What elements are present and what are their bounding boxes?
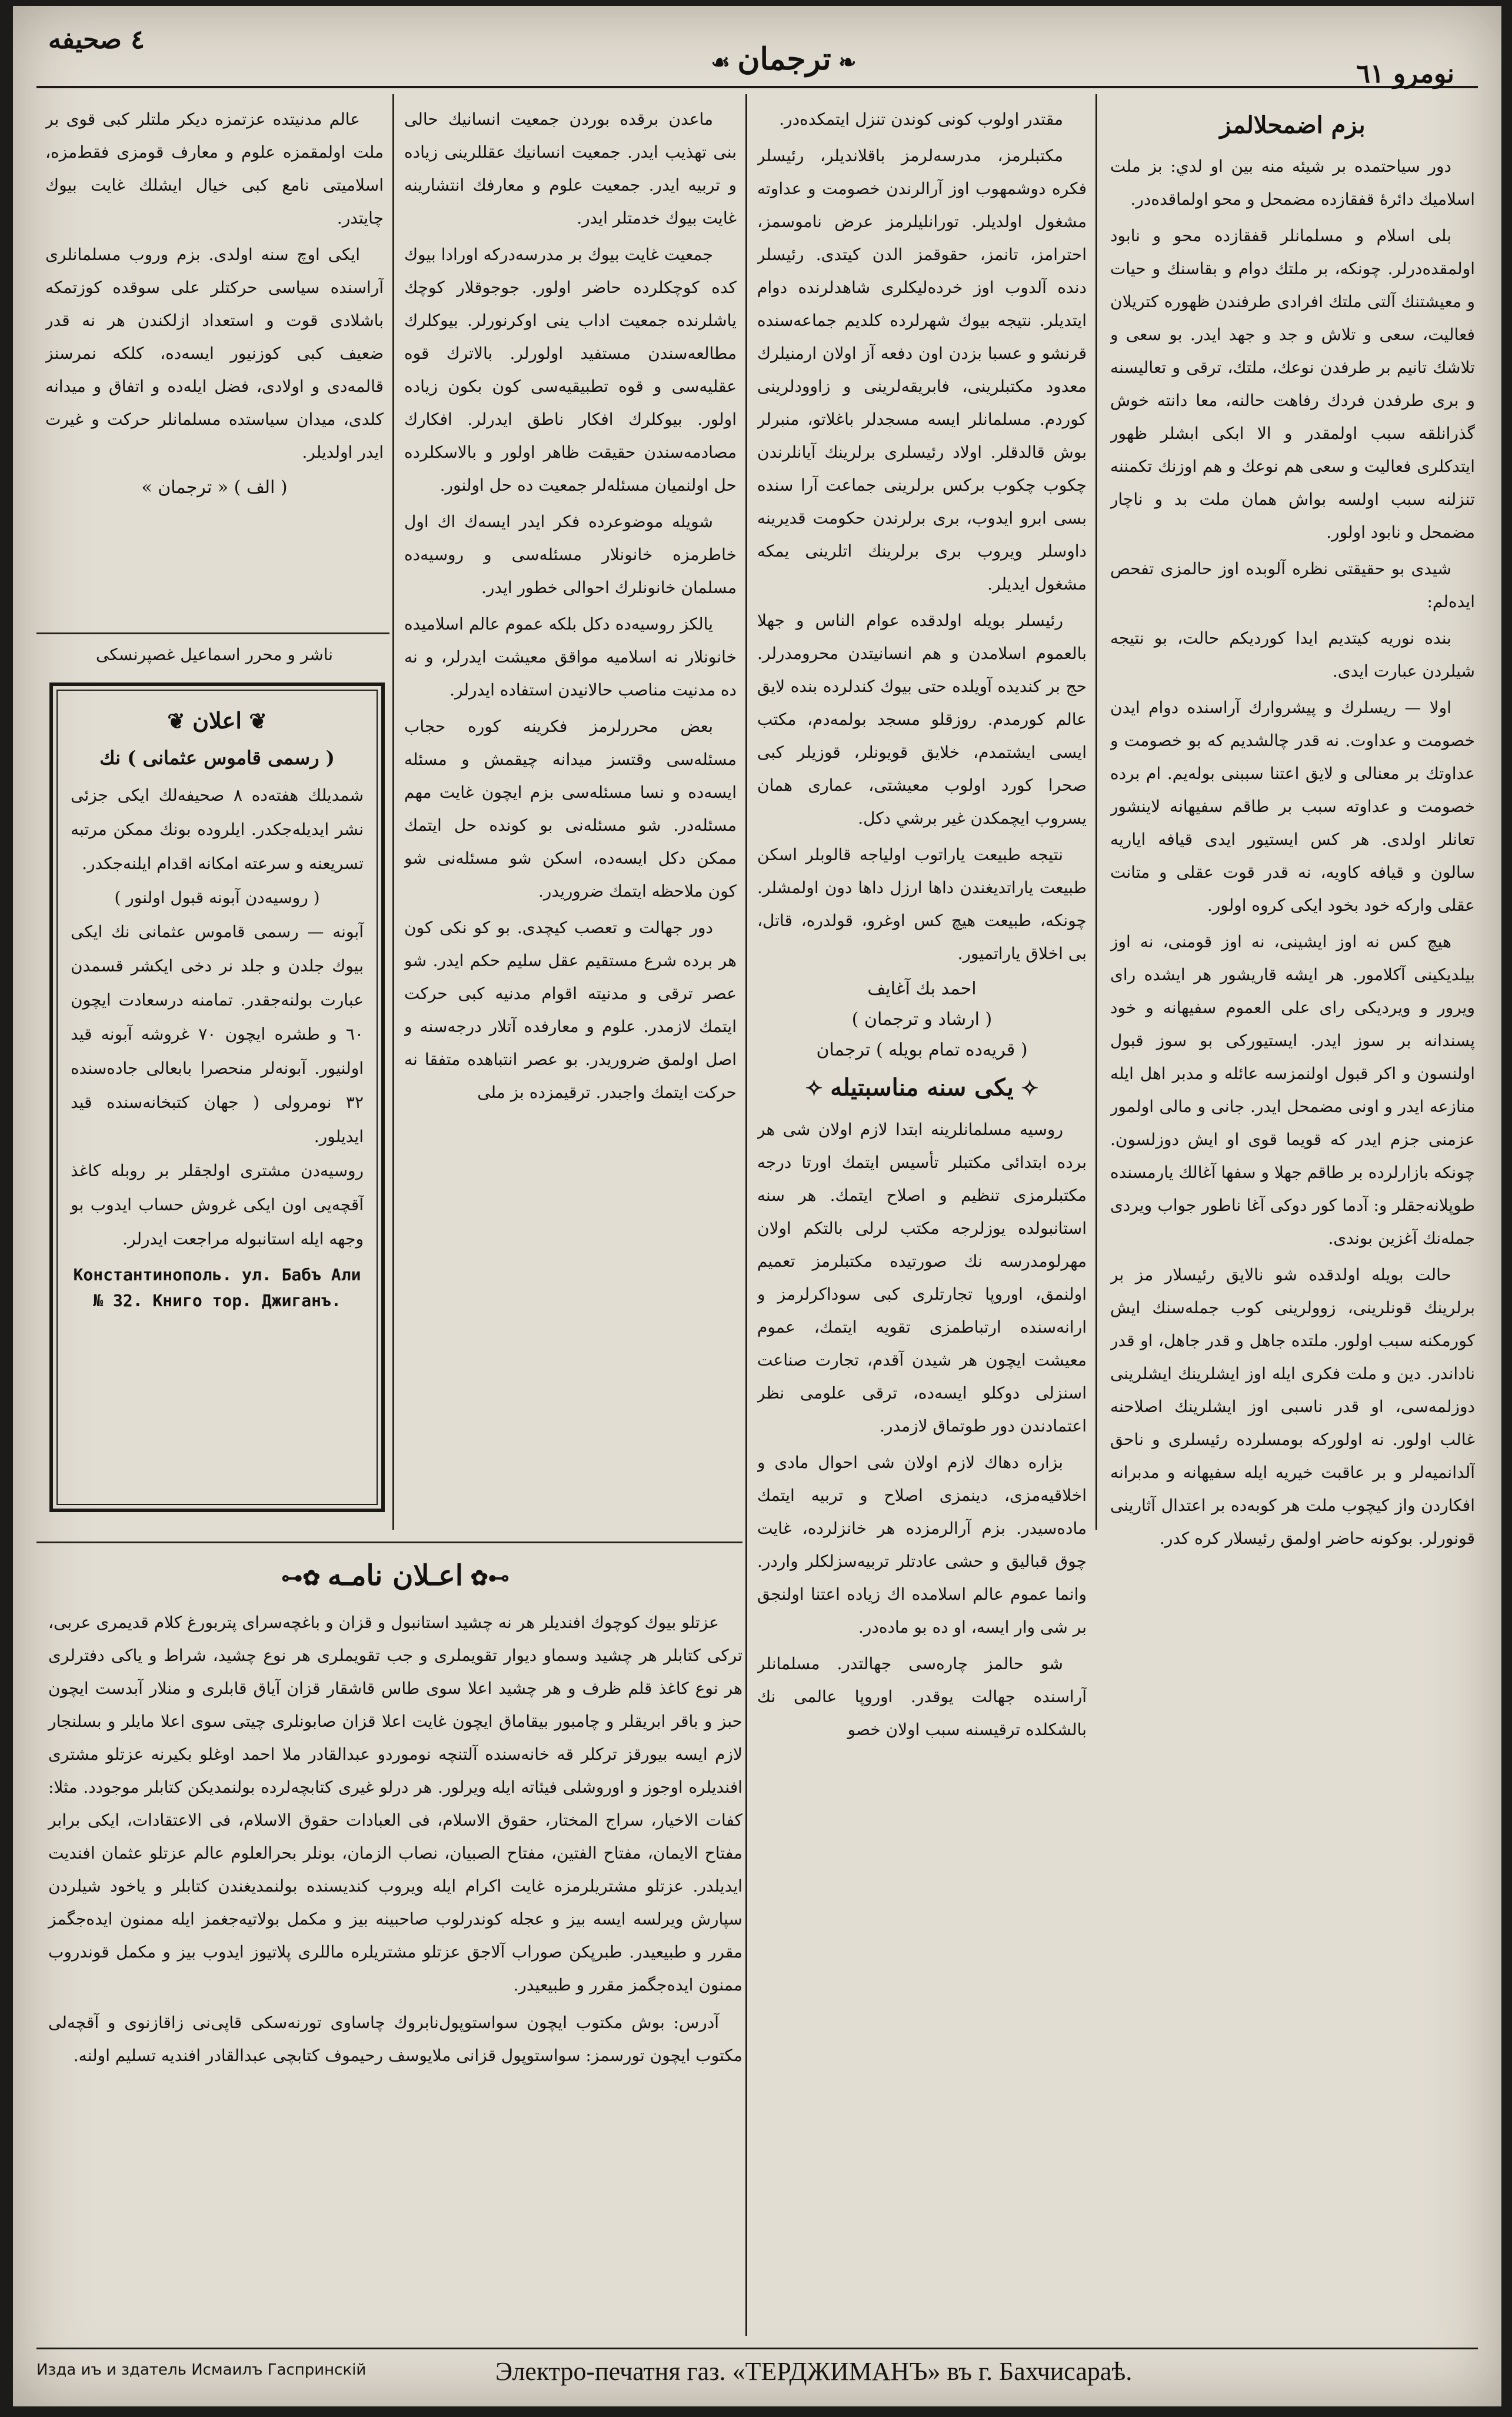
- issue-number: نومرو ٦١: [1356, 59, 1454, 89]
- article-title: بزم اضمحلالمز: [1220, 111, 1366, 139]
- ornament-icon: ❦: [167, 709, 193, 734]
- signature-note: ( قريه‌ده تمام بويله ) ترجمان: [816, 1040, 1028, 1060]
- article-paragraph: شويله موضوعرده فكر ايدر ايسه‌ك اك اول خاطرمزه خانونلار مسئله‌سى و روسيه‌ده مسلمان خانونلرك احوالى خطور ايدر.: [404, 512, 737, 597]
- article-paragraph: بلى اسلام و مسلمانلر قفقازده محو و نابود اولمقده‌درلر. چونكه، بر ملتك دوام و بقاسنك و حيات و معيشتنك آلتى ملتك افرادى طرفندن ظهوره كتريلان فعاليت، سعى و تلاش و جد و جهد ايدر. بو سعى و تلاشك تانيم بر طرفدن نوعك، ملتك، ترقى و تعاليسنه و برى طرفدن فردك رفاهت حالنه، معا دانته خوش گذرانلقه سبب اولمقدر و الا ابكى ابشلر ظهور ايتدكلرى فعاليت و سعى هم نوعك و هم اوزنك تكمننه تنزلنه سبب اولسه بواش همان ملت بد و ناچار مضمحل و نابود اولور.: [1110, 226, 1475, 542]
- article-column-4: [45, 103, 384, 627]
- ornament-icon: ✧: [805, 1076, 831, 1101]
- ad-address: Константинополь. ул. Бабъ Али № 32. Книго тор. Джиганъ.: [73, 1265, 361, 1310]
- column-rule: [1095, 94, 1097, 1530]
- ornament-icon: ❧: [831, 50, 857, 75]
- ornament-icon: ❦: [241, 709, 267, 734]
- article-paragraph: ايكى اوچ سنه اولدى. بزم وروب مسلمانلرى آراسنده سياسى حركتلر على سوقده كوزتمكه باشلادى قوت و استعداد ازلكندن هر نه قدر ضعيف كبى كوزنيور ايسه‌ده، كلكه نمرسنز قالمه‌دى و اولادى، فضل ايله‌ده و اتفاق و ميدانه كلدى، ميدان سياستده مسلمانلر حركت و غيرت ايدر اولديلر.: [45, 245, 384, 462]
- notice-paragraph: عزتلو بيوك كوچوك افنديلر هر نه چشيد استانبول و قزان و باغچه‌سراى پتربورغ كلام قديمرى عربى، تركى كتابلر هر چشيد وسماو ديوار تقويملرى و جب تقويملرى هر نوع چشيد، شراط و ياكى دفترلرى هر نوع كاغذ قلم ظرف و هر چشيد اعلا سوى طاس قاشقار قزان آياق قابلرى و منلار آبدست ايچون حبز و باقر ابريقلر و چامبور بيقاماق ايچون غايت اعلا قزان صابونلرى چيتى سوى اعلا مايلر و بسلنجار لازم ايسه بيورقز تركلر قه خانه‌سنده آلتنچه نوموردو عبدالقادر ملا احمد اوغلو بكيرنه عزتلو مشترى افنديلره اوجوز و اوروشلى فيئاته ايله ويرلور. هر درلو غيرى كتابچه‌لرده بولنمديكن كتابلر موجودد. مثلا: كفات الاخيار، سراج المختار، حقوق الاسلام، فى العبادات حقوق الاسلام، فى الاعتقادات، ايكى برابر مفتاح الايمان، مفتاح الفتين، مفتاح الصبيان، نصاب الزمان، بونلر بحرالعلوم عالم عزتلو عثمان افنديت ايديلدر. عزتلو مشتريلرمزه غايت اكرام ايله ويروب كنديسنده بولنمديغندن كتابلر و ياخود شيلردن سپارش ويرلسه ايسه بيز و عجله كوندرلوب صاحبينه بيز و مكمل بولاتيه‌جغمز ايله ممنون ايده‌جگمز مقرر و طبيعيدر. طبرپكن صوراب آلاجق عزتلو مشتريلره ماللرى پلاتيوز ايدوب بيز و مكمل قوندروب ممنون ايده‌جگمز مقرر و طبيعيدر.: [48, 1613, 742, 1995]
- notice-section: [48, 1559, 742, 2324]
- column-rule: [392, 94, 394, 1530]
- masthead-text: ترجمان: [737, 41, 831, 77]
- article-column-1: [1110, 103, 1475, 2339]
- article-paragraph: مقتدر اولوب كونى كوندن تنزل ايتمكده‌در.: [779, 109, 1063, 129]
- article-paragraph: دور سياحتمده بر شيئه منه بين او لدي: بز ملت اسلاميك دائرهٔ قفقازده مضمحل و محو اولماقده‌در.: [1110, 157, 1475, 209]
- section-rule: [36, 1542, 742, 1543]
- signature-note: ( ارشاد و ترجمان ): [851, 1009, 993, 1030]
- ad-subtitle: ( رسمى قاموس عثمانى ) نك: [99, 747, 335, 769]
- article-paragraph: روسيه مسلمانلرينه ابتدا لازم اولان شى هر برده ابتدائى مكتبلر تأسيس ايتمك اورتا درجه مكتبلرمزى تنظيم و اصلاح ايتمك. هر سنه استانبولده يوزلرجه مكتب لرلى بالتكم اولان مهرلومدرسه نك صورتيده مكتبلرمز تعميم اولنمق، اوروپا تجارتلرى كبى سوداكرلرمز و ارانه‌سنده ارتباطمزى تقويه ايتمك، عموم معيشت ايچون هر شيدن آقدم، تجارت صناعت اسنزلى دوكلو ايسه‌ده، ترقى علومى نظر اعتمادندن دور طوتماق لازمدر.: [757, 1120, 1087, 1436]
- page-number: ٤ صحيفه: [48, 25, 145, 55]
- section-title-text: يكى سنه مناسبتيله: [830, 1074, 1014, 1101]
- article-paragraph: دور جهالت و تعصب كيچدى. بو كو نكى كون هر برده شرع مستقيم عقل سليم حكم ايدر. شو عصر ترقى و مدنيته اقوام مدنيه كبى حركت ايتمك لازمدر. علوم و معارفده آتلار درجه‌سنه و اصل اولمق ضروريدر. بو عصر انتباهده متفقا نه حركت ايتمك واجبدر. ترقيمزده بز ملى: [404, 918, 737, 1102]
- article-paragraph: يالكز روسيه‌ده دكل بلكه عموم عالم اسلاميده خانونلار نه اسلاميه مواقق معيشت ايدرلر، و نه ده مدنيت مناصب حالانيدن استفاده ايدرلر.: [404, 614, 737, 700]
- ad-text: روسيه‌دن مشترى اولجقلر بر روبله كاغذ آقچه‌يى اون ايكى غروش حساب ايدوب بو وجهه ايله استانبوله مراجعت ايدرلر.: [71, 1161, 364, 1249]
- ornament-icon: ✿⊷: [281, 1566, 328, 1590]
- article-paragraph: جمعيت غايت بيوك بر مدرسه‌دركه اورادا بيوك كده كوچكلرده حاضر اولور. جوجوقلار كوچك ياشلرنده جمعيت اداب ينى اوكرنورلر. بيوكلرك مطالعه‌سندن مستفيد اولورلر. بالاترك قوه عقليه‌سى و قوه تطبيقيه‌سى كون بكون زياده اولور. بيوكلرك افكار ناطق ايدرلر. افكارك مصادمه‌سندن حقيقت ظاهر اولور و بالاسكلرده حل اولنميان مسئله‌لر جمعيت ده حل اولنور.: [404, 245, 737, 495]
- ornament-icon: ✧: [1013, 1076, 1039, 1101]
- article-paragraph: مكتبلرمز، مدرسه‌لرمز باقلانديلر، رئيسلر فكره دوشمهوب اوز آرالرندن خصومت و عداوته مشغول اولديلر. تورانليلرمز عرض ناموسمز، احترامز، تانمز، حقوقمز الدن كيتدى. رئيسلر دنده آلدوب اوز خرده‌ليكلرى شاهدلرنده دوام ايتديلر. نتيجه بيوك شهرلرده كلديم جماعه‌سنده قرنشو و عسبا بزدن اون دفعه آز اولان ارمنيلرك معدود مكتبلرينى، فابريقه‌لرينى و زاوودلرينى كوردم. مسلمانلر ايسه مسجدلر باغلاتو، منبرلر بوش قالدقلر. اولاد رئيسلرى برلرينك آيانلرندن چكوب چكوب بركس برلرينى جماعت آرا سنده بسى ابرو ايدوب، برى برلرندن حكومت قديرينه داوسلر ويروب برى برلرينك اتلرينى يمكه مشغول ايديلر.: [757, 146, 1087, 594]
- publisher-line: Изда иъ и здатель Исмаилъ Гаспринскій: [36, 2361, 367, 2379]
- ad-title: [71, 704, 364, 738]
- article-paragraph: هيچ كس نه اوز ايشينى، نه اوز قومنى، نه اوز بيلديكينى آكلامور. هر ايشه قاريشور هر ايشده راى ويرور و ويرديكى راى على العموم سفيهانه و خود پسندانه بر سوز ايدر. ايستيوركى بو سوز قبول اولنسون و اكر قبول اولنمزسه عائله و مدبر اهل ايله منازعه ايدر و اونى مضمحل ايدر. جانى و مالى اولمور عزمنى جزم ايدر كه قويما قوى او ايش دوزلسون. چونكه بازارلرده بر طاقم جهلا و سفها آغالك يارمسنده طوپلانه‌جقلر و: آدما كور دوكى آغا ناطور جواب ويردى جمله‌نك آغزين بوندى.: [1110, 932, 1475, 1248]
- ad-title-text: اعلان: [192, 707, 242, 734]
- article-paragraph: رئيسلر بويله اولدقده عوام الناس و جهلا بالعموم اسلامدن و هم انسانيتدن محرومدرلر. حج بر كنديده آويلده حتى بيوك كندلرده بنده لايق عالم كورمدم. روزقلو مسجد بولمه‌دم، مكتب ايسى ايشتمدم، خلايق قويونلر، قوزيلر كبى صحرا كورد اولوب معيشتى، عمارى همان يسروب ايچمكدن غير برشي دكل.: [757, 611, 1087, 828]
- column-rule: [745, 94, 747, 2336]
- ornament-icon: ⊶✿: [463, 1566, 509, 1590]
- article-paragraph: شيدى بو حقيقتى نظره آلوبده اوز حالمزى تفحص ايده‌لم:: [1110, 559, 1475, 611]
- notice-title-text: اعـلان نامـه: [327, 1559, 464, 1592]
- section-title: [757, 1070, 1087, 1106]
- article-paragraph: نتيجه طبيعت ياراتوب اولياجه قالوبلر اسكن طبيعت ياراتديغندن داها ارزل داها دون اولمشلر. چونكه، طبيعت هيچ كس اوغرو، قولدره، قاتل، بى اخلاق ياراتميور.: [757, 845, 1087, 963]
- author-signature: ( الف ) « ترجمان »: [141, 477, 288, 498]
- newspaper-page: [13, 6, 1501, 2406]
- ad-text: شمديلك هفته‌ده ٨ صحيفه‌لك ايكى جزئى نشر ايديله‌جكدر. ايلروده بونك ممكن مرتبه تسريعنه و سرعته امكانه اقدام ايلنه‌جكدر.: [71, 785, 364, 873]
- press-line: Электро-печатня газ. «ТЕРДЖИМАНЪ» въ г. Бахчисараѣ.: [495, 2357, 1133, 2386]
- article-paragraph: حالت بويله اولدقده شو نالايق رئيسلار مز بر برلرينك قونلرينى، زوولرينى كوب جمله‌سنك ايش كورمكنه سبب اولور. ملتده جاهل و قدر جاهل، او قدر ناداندر. دين و ملت فكرى ايله اوز ايشلرينك ايشلرينى دوزلمه‌سى، او قدر ناسبى اوز ايشلرينك اصلاحنه غالب اولور. نه اولوركه بومسلرده رئيسلرى و ناحق آلدانميه‌لر و بر عاقبت خيريه ايله سفيهانه و مدبرانه افكاردن واز كيچوب ملت هر كوبه‌ده بر اعتدال آثارينى قونورلر. بوكونه حاضر اولمق رئيسلار كره كدر.: [1110, 1265, 1475, 1548]
- ornament-icon: ☙: [711, 50, 738, 75]
- page-header: [36, 18, 1478, 88]
- section-rule: [36, 632, 389, 634]
- article-paragraph: ماعدن برقده بوردن جمعيت انسانيك حالى بنى تهذيب ايدر. جمعيت انسانيك عقللرينى زياده و تربيه ايدر. جمعيت علوم و معارفك انتشارينه غايت بيوك خدمتلر ايدر.: [404, 109, 737, 228]
- author-signature: احمد بك آغايف: [867, 978, 977, 999]
- article-column-3: [404, 103, 737, 1527]
- page-footer: [36, 2348, 1478, 2395]
- ad-text: ( روسيه‌دن آبونه قبول اولنور ): [114, 888, 320, 907]
- article-paragraph: بزاره دهاك لازم اولان شى احوال مادى و اخلاقيه‌مزى، دينمزى اصلاح و تربيه ايتمك ماده‌سيدر. بزم آرالرمزده هر خانزلرده، غايت چوق قباليق و حشى عادتلر تربيه‌سزلكلر واردر. وانما عموم عالم اسلامده اك زياده اعتنا اولنجق بر شى وار ايسه، او ده بو ماده‌در.: [757, 1453, 1087, 1637]
- article-column-2: [757, 103, 1087, 2339]
- article-paragraph: عالم مدنيتده عزتمزه دیکر ملتلر کبی قوى بر ملت اولمقمزه علوم و معارف قومزى فقط‌مزه، اسلاميتى نامع كبى خيال ايشلك غايت بيوك چايتدر.: [45, 109, 384, 228]
- article-paragraph: بنده نوريه كيتديم ايدا كورديكم حالت، بو نتيجه شيلردن عبارت ايدى.: [1110, 628, 1475, 681]
- editor-line: ناشر و محرر اسماعيل غصپرنسکى: [95, 645, 334, 664]
- ad-text: آبونه — رسمى قاموس عثمانى نك ايكى بيوك جلدن و جلد نر دخى ايكشر قسمدن عبارت بولنه‌جقدر. تمامنه درسعادت ايچون ٦٠ و طشره ايچون ٧٠ غروشه آبونه قيد اولنيور. آبونه‌لر منحصرا بابعالى جاده‌سنده ٣٢ نومرولى ( جهان كتبخانه‌سنده قيد ايديلور.: [71, 922, 364, 1146]
- article-paragraph: بعض محررلرمز فكرينه كوره حجاب مسئله‌سى وقتسز ميدانه چيقمش و مسئله ايسه‌ده و نسا مسئله‌سى بزم ايچون غايت مهم مسئله‌در. شو مسئله‌نى بو كونده حل ايتمك ممكن دكل ايسه‌ده، اسكن شو مسئله‌نى شو كون ملاحظه ايتمك ضروريدر.: [404, 717, 737, 901]
- masthead-title: [684, 41, 884, 77]
- article-paragraph: شو حالمز چاره‌سى جهالتدر. مسلمانلر آراسنده جهالت يوقدر. اوروپا عالمى نك بالشكلده ترقيسنه سبب اولان خصو: [757, 1654, 1087, 1739]
- advertisement-box: [49, 683, 385, 1512]
- article-paragraph: اولا — ريسلرك و پيشروارك آراسنده دوام ايدن خصومت و عداوت. نه قدر چالشديم كه بو خصومت و عداوتك بر معنالى و لايق اعتنا سببنى بوله‌يم. ام برده خصومت و عداوته سبب بر طاقم سفيهانه لاينشور تعانلر اولدى. هر كس ايستيور ايدى قيافه اياريه سالون و قيافه كاويه، نه قدر قوت عقلى و متانت عقلى واركه خود بخود ايكى كروه اولور.: [1110, 698, 1475, 915]
- notice-paragraph: آدرس: بوش مكتوب ايچون سواستوپول‌نابروك چاساوى تورنه‌سكى قاپى‌نى زاقازنوى و آقچه‌لى مكتوب ايچون تورسمز: سواستوپول قزانى ملايوسف رحيموف كتابچى عبدالقادر افنديه تسليم اولنه.: [48, 2013, 742, 2065]
- notice-title: [48, 1559, 742, 1594]
